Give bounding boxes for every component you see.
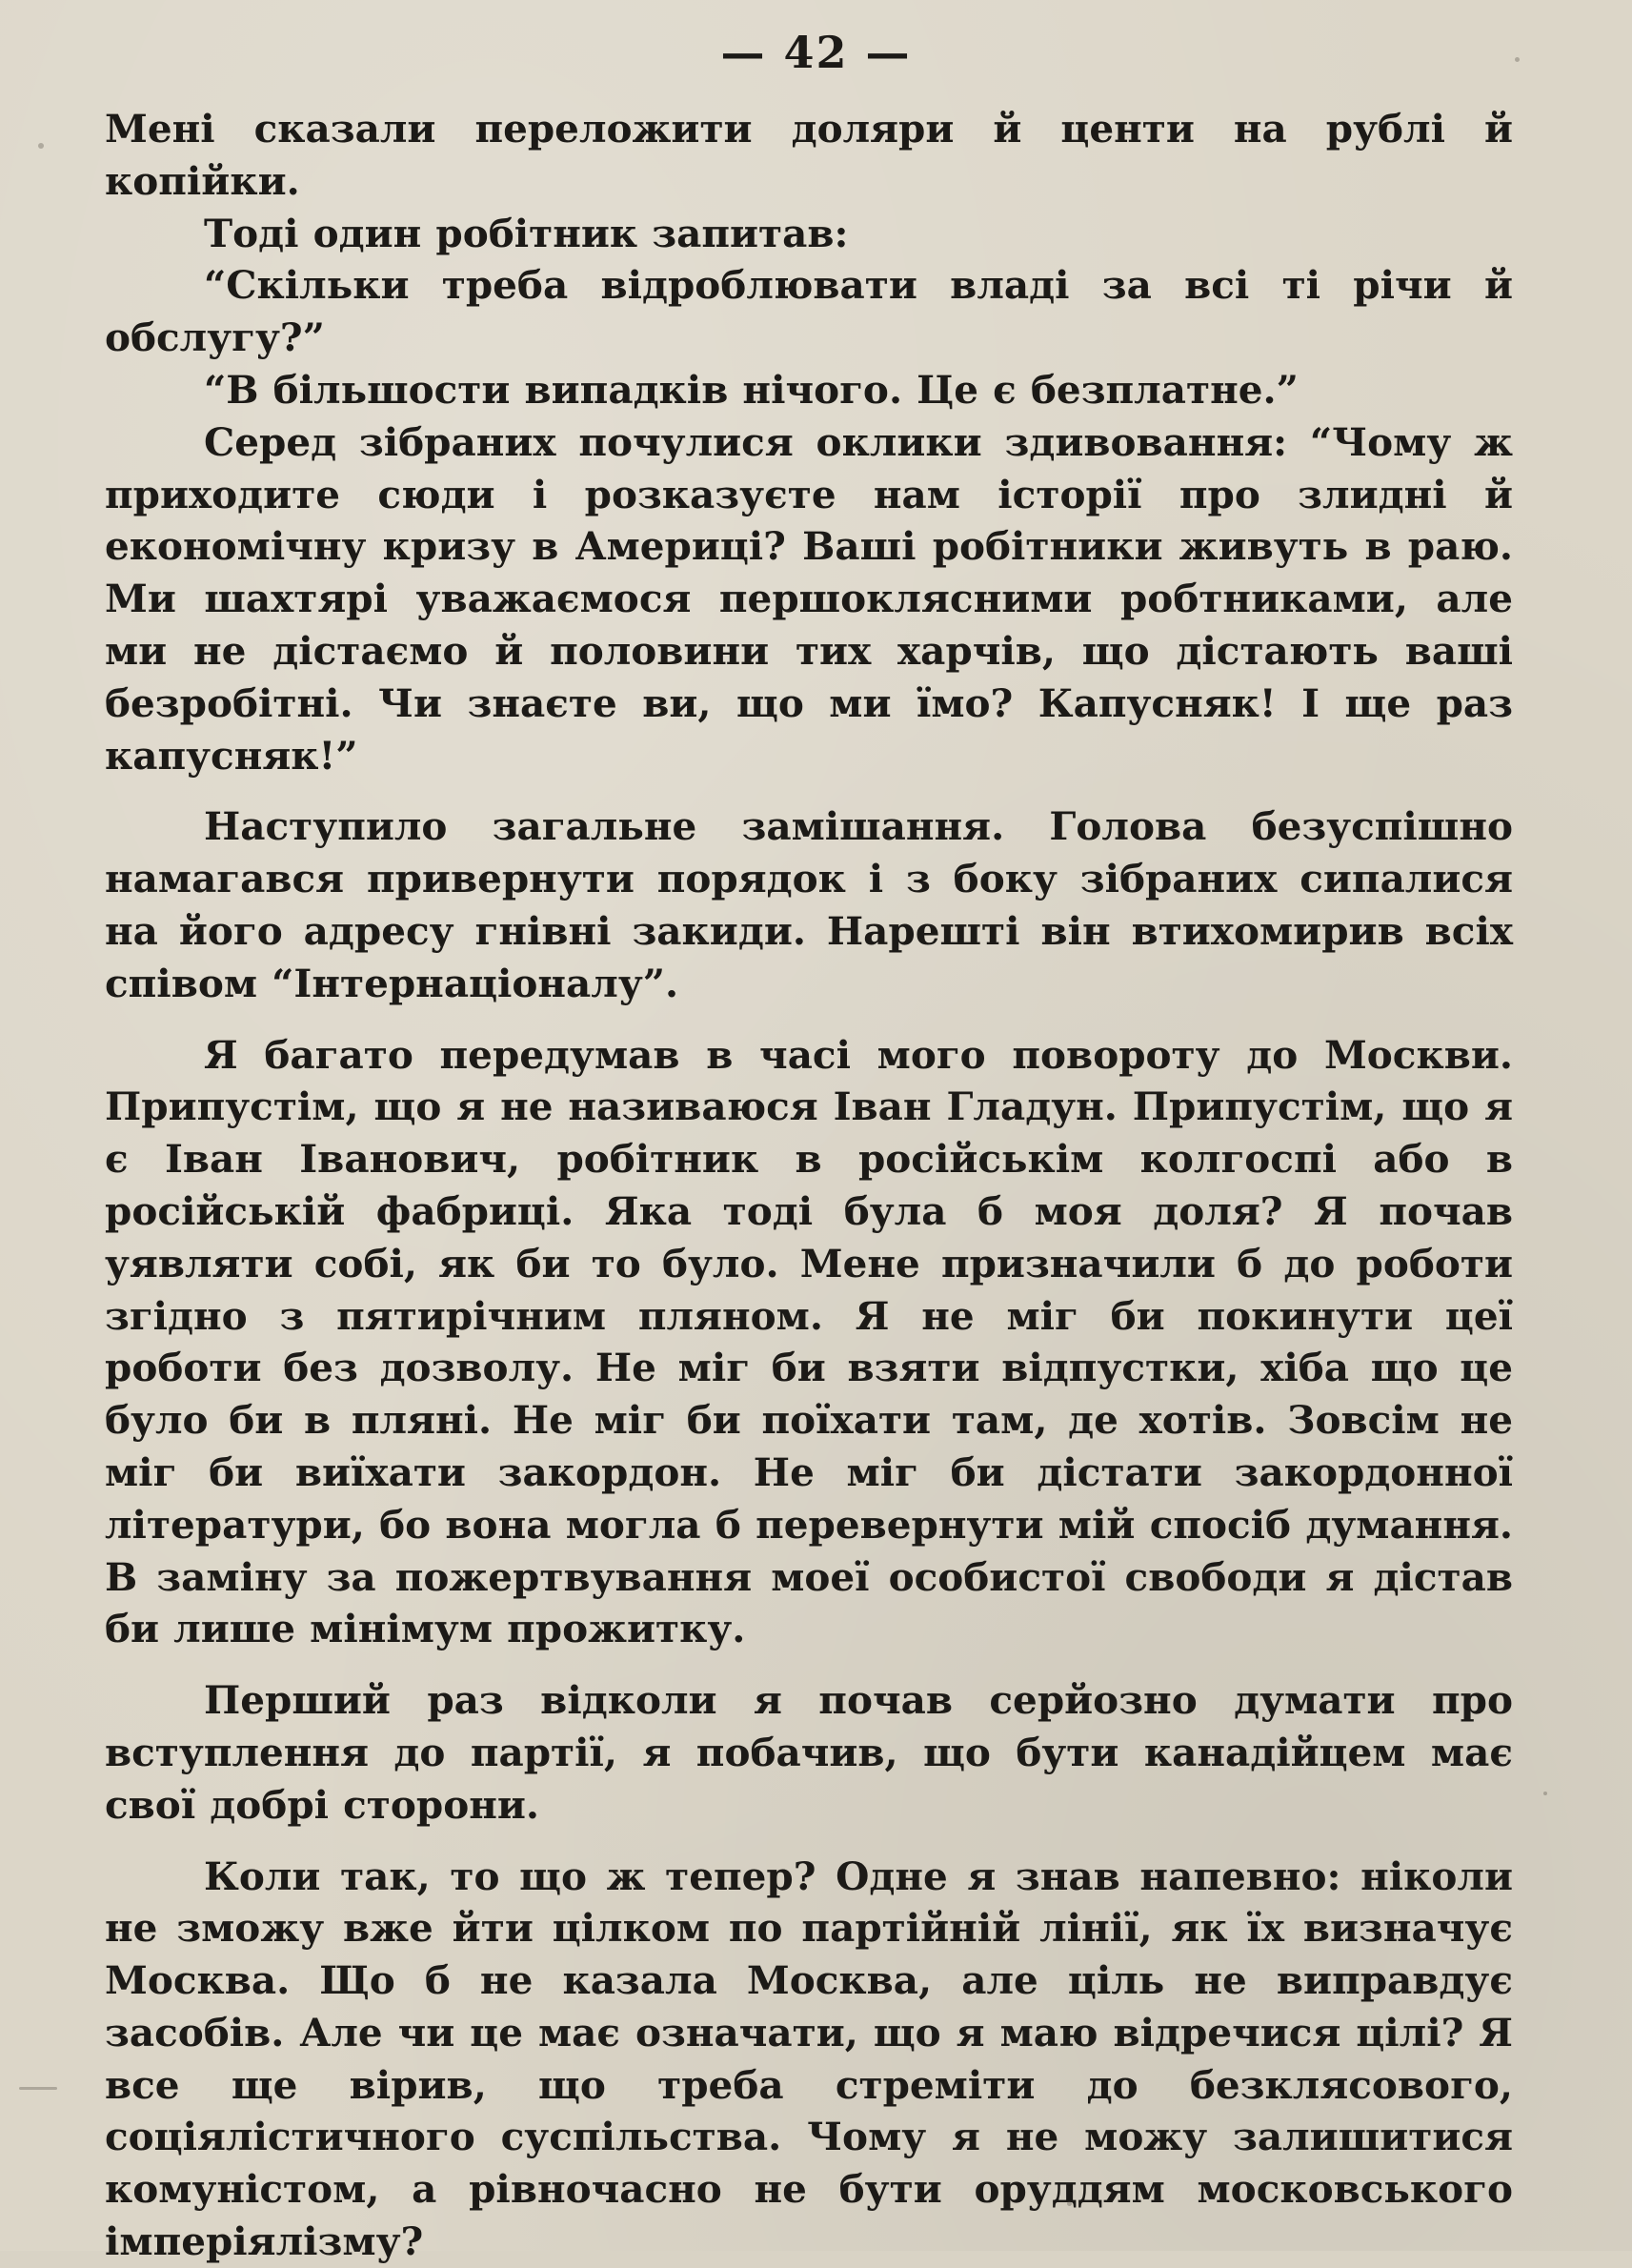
paragraph: Я багато передумав в часі мого повороту до Москви. Припустім, що я не називаюся Іван Гладун. Припустім, що я є Іван Іванович, робітник в російськім колгоспі або в російській фабриці. Яка тоді була б моя доля? Я почав уявляти собі, як би то було. Мене призначили б до роботи згідно з пятирічним пляном. Я не міг би покинути цеї роботи без дозволу. Не міг би взяти відпустки, хіба що це було би в пляні. Не міг би поїхати там, де хотів. Зовсім не міг би виїхати закордон. Не міг би дістати закордонної літератури, бо вона могла б перевернути мій спосіб думання. В заміну за пожертвування моеї особистої свободи я дістав би лише мінімум прожитку. bbox=[105, 1031, 1513, 1652]
paragraph: Серед зібраних почулися оклики здивовання: “Чому ж приходите сюди і розказуєте нам історії про злидні й економічну кризу в Америці? Ваші робітники живуть в раю. Ми шахтярі уважаємося першоклясними робтниками, але ми не дістаємо й половини тих харчів, що дістають ваші безробітні. Чи знаєте ви, що ми їмо? Капусняк! І ще раз капусняк!” bbox=[105, 418, 1513, 779]
paragraph: Мені сказали переложити доляри й центи на рублі й копійки. bbox=[105, 106, 1513, 204]
paper-speck bbox=[1515, 57, 1520, 62]
paragraph: Коли так, то що ж тепер? Одне я знав напевно: ніколи не зможу вже йти цілком по партійній лінії, як їх визначує Москва. Що б не казала Москва, але ціль не виправдує засобів. Але чи це має означати, що я маю відречися цілі? Я все ще вірив, що треба стреміти до безклясового, соціялістичного суспільства. Чому я не можу залишитися комуністом, а рівночасно не бути оруддям московського імперіялізму? bbox=[105, 1853, 1513, 2265]
paper-speck bbox=[1543, 1792, 1547, 1795]
paragraph: “Скільки треба відроблювати владі за всі ті річи й обслугу?” bbox=[105, 262, 1513, 361]
paragraph: Тоді один робітник запитав: bbox=[204, 210, 849, 256]
paragraph: Перший раз відколи я почав серйозно думати про вступлення до партії, я побачив, що бути канадійцем має свої добрі сторони. bbox=[105, 1677, 1513, 1828]
paragraph: Наступило загальне замішання. Голова безуспішно намагався привернути порядок і з боку зібраних сипалися на його адресу гнівні закиди. Нарешті він втихомирив всіх співом “Інтернаціоналу”. bbox=[105, 803, 1513, 1006]
paper-speck bbox=[19, 2087, 57, 2090]
paper-speck bbox=[1067, 2201, 1072, 2206]
page-number: — 42 — bbox=[720, 27, 912, 78]
body-text bbox=[105, 103, 1513, 2268]
paragraph: “В більшости випадків нічого. Це є безплатне.” bbox=[204, 366, 1299, 413]
paper-speck bbox=[38, 143, 44, 149]
